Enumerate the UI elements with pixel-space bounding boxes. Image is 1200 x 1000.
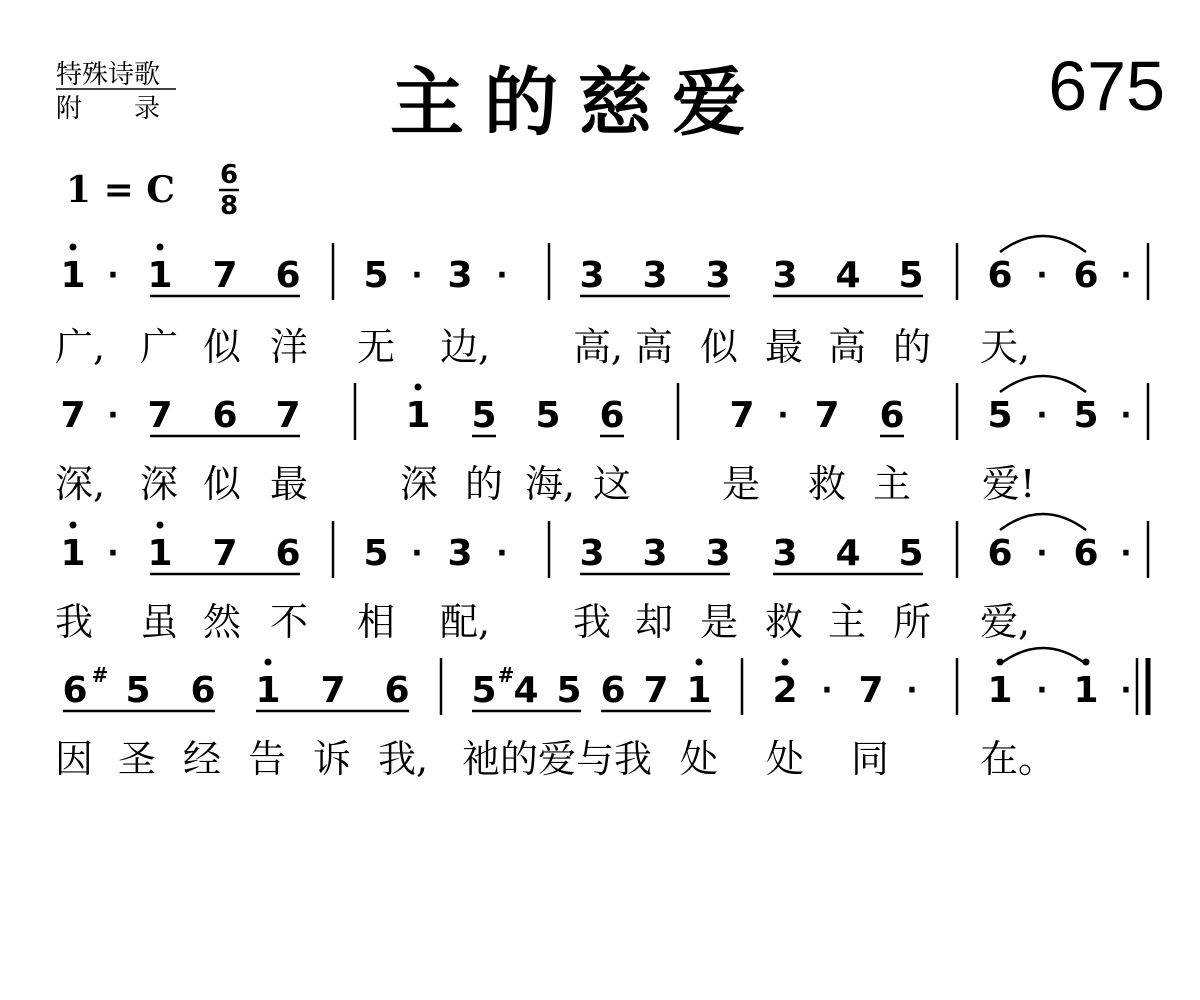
dot: · bbox=[821, 673, 833, 708]
lyric: 不 bbox=[270, 600, 309, 644]
dot: · bbox=[107, 258, 119, 293]
dot: · bbox=[1120, 258, 1132, 293]
note: 1 bbox=[60, 533, 86, 574]
lyrics-row-3 bbox=[55, 600, 1030, 644]
lyric: 救 bbox=[808, 462, 847, 506]
dot: · bbox=[1036, 673, 1048, 708]
lyric: 的 bbox=[465, 462, 504, 506]
lyric: 虽 bbox=[140, 600, 179, 644]
tie bbox=[1000, 376, 1086, 392]
note: 1 bbox=[1073, 670, 1099, 711]
note: 7 bbox=[320, 670, 346, 711]
lyric: 广 bbox=[140, 325, 179, 369]
note: 6 bbox=[384, 670, 410, 711]
note: 3 bbox=[579, 255, 605, 296]
dot: · bbox=[1036, 536, 1048, 571]
note: 6 bbox=[987, 255, 1013, 296]
lyric: 我 bbox=[614, 737, 653, 781]
note: 6 bbox=[987, 533, 1013, 574]
lyric: 洋 bbox=[270, 325, 309, 369]
lyric: 主 bbox=[828, 600, 867, 644]
notes-row-1 bbox=[60, 255, 1131, 296]
note: 6 bbox=[190, 670, 216, 711]
note: 1 bbox=[405, 395, 431, 436]
dot: · bbox=[496, 258, 508, 293]
dot: · bbox=[411, 258, 423, 293]
note: 6 bbox=[212, 395, 238, 436]
dot: · bbox=[1036, 258, 1048, 293]
note: 1 bbox=[686, 670, 712, 711]
high-octave-dot bbox=[696, 659, 703, 666]
note: 6 bbox=[275, 533, 301, 574]
note: 1 bbox=[147, 255, 173, 296]
note: 5 bbox=[471, 395, 497, 436]
lyric: 处 bbox=[680, 737, 719, 781]
note: 3 bbox=[447, 255, 473, 296]
lyric: 是 bbox=[700, 600, 739, 644]
lyric: 然 bbox=[203, 600, 242, 644]
lyric: 似 bbox=[700, 325, 739, 369]
lyric: 爱 bbox=[538, 737, 577, 781]
lyrics-row-4 bbox=[55, 737, 1056, 781]
lyric: 海, bbox=[525, 462, 576, 506]
note: 4 bbox=[835, 533, 861, 574]
note: 7 bbox=[643, 670, 669, 711]
note: 1 bbox=[147, 533, 173, 574]
lyric: 祂 bbox=[462, 737, 501, 781]
note: 3 bbox=[447, 533, 473, 574]
category-label: 特殊诗歌 bbox=[56, 60, 161, 90]
note: 5 bbox=[1073, 395, 1099, 436]
appendix-label: 附 录 bbox=[56, 94, 161, 124]
note: 4 bbox=[835, 255, 861, 296]
note: 3 bbox=[579, 533, 605, 574]
note: 5 bbox=[471, 670, 497, 711]
high-octave-dot bbox=[265, 659, 272, 666]
note: 6 bbox=[1073, 255, 1099, 296]
lyric: 天, bbox=[980, 325, 1031, 369]
dot: · bbox=[1036, 398, 1048, 433]
lyric: 无 bbox=[357, 325, 396, 369]
note: 6 bbox=[879, 395, 905, 436]
note: 6 bbox=[275, 255, 301, 296]
high-octave-dot bbox=[70, 244, 77, 251]
lyric: 告 bbox=[248, 737, 287, 781]
lyric: 圣 bbox=[118, 737, 157, 781]
note: 7 bbox=[729, 395, 755, 436]
lyric: 却 bbox=[635, 600, 674, 644]
dot: · bbox=[777, 398, 789, 433]
note: 6 bbox=[600, 670, 626, 711]
high-octave-dot bbox=[157, 522, 164, 529]
note: 3 bbox=[642, 255, 668, 296]
hymn-title: 主的慈爱 bbox=[390, 60, 766, 146]
high-octave-dot bbox=[70, 522, 77, 529]
lyric: 因 bbox=[55, 737, 94, 781]
lyric: 最 bbox=[765, 325, 804, 369]
note: 4 bbox=[513, 670, 539, 711]
dot: · bbox=[1120, 536, 1132, 571]
lyric: 所 bbox=[893, 600, 932, 644]
note: 5 bbox=[125, 670, 151, 711]
dot: · bbox=[107, 536, 119, 571]
lyrics-row-1 bbox=[55, 325, 1030, 369]
high-octave-dot bbox=[415, 384, 422, 391]
lyric: 的 bbox=[500, 737, 539, 781]
lyric: 最 bbox=[270, 462, 309, 506]
lyric: 配, bbox=[440, 600, 491, 644]
lyric: 深, bbox=[55, 462, 106, 506]
lyric: 在。 bbox=[980, 737, 1057, 781]
lyric: 是 bbox=[722, 462, 761, 506]
lyric: 同 bbox=[851, 737, 890, 781]
note: 5 bbox=[898, 533, 924, 574]
notes-row-2 bbox=[60, 395, 1131, 436]
dot: · bbox=[906, 673, 918, 708]
lyric: 广, bbox=[55, 325, 106, 369]
lyric: 爱, bbox=[980, 600, 1031, 644]
lyric: 似 bbox=[203, 462, 242, 506]
note: 1 bbox=[255, 670, 281, 711]
sharp-sign: # bbox=[497, 663, 515, 687]
note: 7 bbox=[858, 670, 884, 711]
note: 3 bbox=[772, 533, 798, 574]
note: 5 bbox=[535, 395, 561, 436]
lyric: 高 bbox=[635, 325, 674, 369]
lyric: 边, bbox=[440, 325, 491, 369]
lyric: 与 bbox=[576, 737, 615, 781]
key-signature: 1 = C bbox=[66, 169, 175, 211]
lyric: 深 bbox=[140, 462, 179, 506]
lyric: 主 bbox=[873, 462, 912, 506]
lyric: 我 bbox=[573, 600, 612, 644]
note: 7 bbox=[275, 395, 301, 436]
lyric: 救 bbox=[765, 600, 804, 644]
note: 6 bbox=[599, 395, 625, 436]
tie bbox=[1000, 648, 1086, 664]
lyric: 高, bbox=[573, 325, 624, 369]
hymn-number: 675 bbox=[1048, 47, 1165, 125]
note: 1 bbox=[987, 670, 1013, 711]
dot: · bbox=[107, 398, 119, 433]
note: 7 bbox=[60, 395, 86, 436]
lyric: 这 bbox=[593, 462, 632, 506]
note: 3 bbox=[705, 533, 731, 574]
lyric: 爱! bbox=[982, 462, 1036, 506]
lyric: 的 bbox=[893, 325, 932, 369]
high-octave-dot bbox=[157, 244, 164, 251]
lyric: 相 bbox=[357, 600, 396, 644]
notes-row-3 bbox=[60, 533, 1131, 574]
lyric: 经 bbox=[183, 737, 222, 781]
time-signature-top: 6 bbox=[219, 160, 239, 190]
note: 5 bbox=[363, 533, 389, 574]
high-octave-dot bbox=[782, 659, 789, 666]
dot: · bbox=[1120, 398, 1132, 433]
note: 5 bbox=[363, 255, 389, 296]
tie bbox=[1000, 236, 1086, 252]
note: 6 bbox=[1073, 533, 1099, 574]
dot: · bbox=[411, 536, 423, 571]
dot: · bbox=[1120, 673, 1132, 708]
note: 7 bbox=[814, 395, 840, 436]
notes-row-4 bbox=[62, 663, 1131, 711]
lyric: 诉 bbox=[313, 737, 352, 781]
note: 5 bbox=[987, 395, 1013, 436]
note: 5 bbox=[556, 670, 582, 711]
note: 3 bbox=[642, 533, 668, 574]
time-signature-bottom: 8 bbox=[219, 191, 239, 221]
note: 6 bbox=[62, 670, 88, 711]
note: 7 bbox=[212, 255, 238, 296]
sharp-sign: # bbox=[91, 663, 109, 687]
lyric: 处 bbox=[766, 737, 805, 781]
note: 3 bbox=[772, 255, 798, 296]
note: 2 bbox=[772, 670, 798, 711]
note: 3 bbox=[705, 255, 731, 296]
lyric: 深 bbox=[400, 462, 439, 506]
note: 5 bbox=[898, 255, 924, 296]
lyric: 高 bbox=[828, 325, 867, 369]
lyrics-row-2 bbox=[55, 462, 1035, 506]
lyric: 我 bbox=[55, 600, 94, 644]
note: 1 bbox=[60, 255, 86, 296]
dot: · bbox=[496, 536, 508, 571]
note: 7 bbox=[147, 395, 173, 436]
tie bbox=[1000, 514, 1086, 530]
lyric: 似 bbox=[203, 325, 242, 369]
lyric: 我, bbox=[378, 737, 429, 781]
note: 7 bbox=[212, 533, 238, 574]
